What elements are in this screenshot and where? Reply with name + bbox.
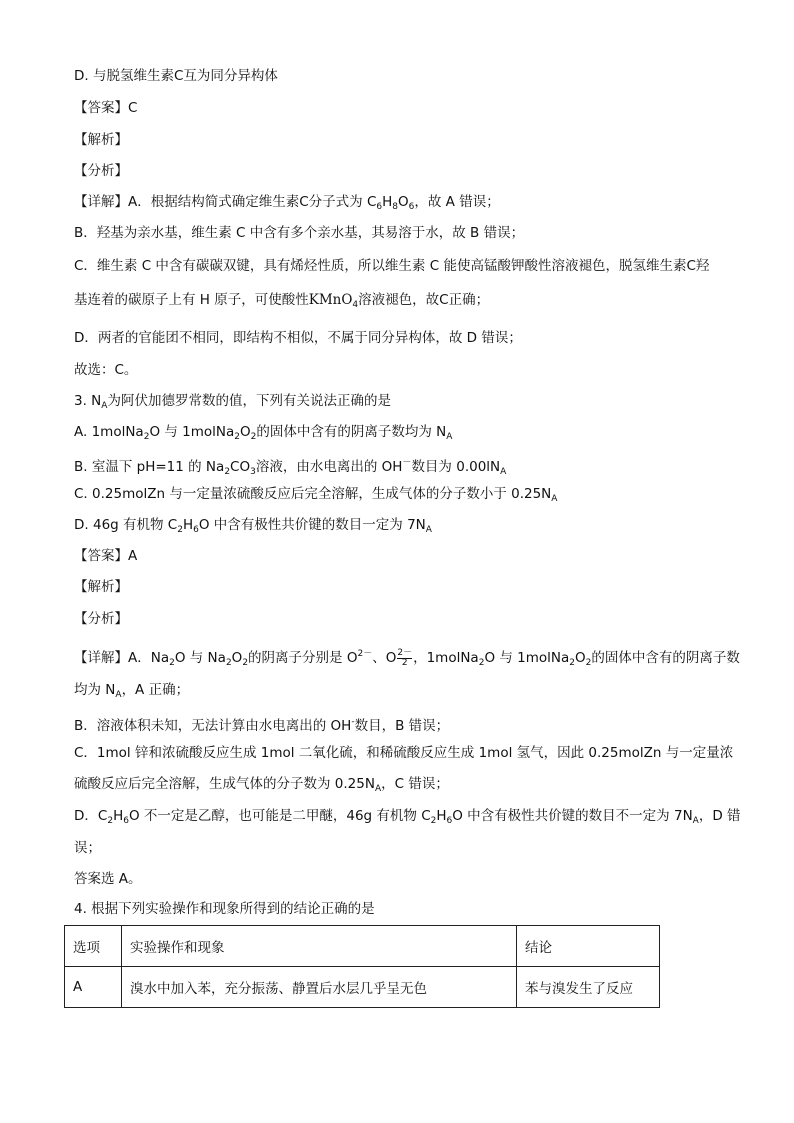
q3-stem: 3. $N_A$为阿伏加德罗常数的值，下列有关说法正确的是 [74, 393, 391, 411]
q3-detail-a-line1: 【详解】A．$Na_2O$ 与 $Na_2O_2$的阴离子分别是 $O^{2-}$、O $\frac{2-}{2}$ ，1molNa$_2$O 与 $1molNa_2O_2$的固体中含有的阴离子数 [74, 647, 740, 668]
q3-option-c: C. 0.25molZn 与一定量浓硫酸反应后完全溶解，生成气体的分子数小于 $0.25N_A$ [74, 486, 558, 504]
q3-detail-c-line1: C．1mol 锌和浓硫酸反应生成 1mol 二氧化硫，和稀硫酸反应生成 1mol 氢气，因此 0.25molZn 与一定量浓 [74, 745, 734, 761]
q3-conclusion: 答案选 A。 [74, 871, 142, 887]
cell-conclusion: 苯与溴发生了反应 [517, 967, 660, 1008]
q3-detail-d-line1: D．$C_2H_6O$ 不一定是乙醇，也可能是二甲醚，46g 有机物 $C_2H_6O$ 中含有极性共价键的数目不一定为 $7N_A$，D 错 [74, 808, 741, 826]
table-row [65, 967, 660, 1008]
q4-options-table [64, 925, 660, 1008]
q3-detail-a-line2: 均为 $N_A$，A 正确； [74, 682, 190, 700]
q2-detail-d: D．两者的官能团不相同，即结构不相似，不属于同分异构体，故 D 错误； [74, 330, 522, 346]
header-cell-option: 选项 [65, 926, 122, 967]
table-header-row [65, 926, 660, 967]
q4-stem: 4. 根据下列实验操作和现象所得到的结论正确的是 [74, 901, 375, 917]
q3-detail-d-line2: 误； [74, 840, 101, 856]
q3-fenxi-heading: 【分析】 [74, 611, 128, 627]
q3-detail-b: B．溶液体积未知，无法计算由水电离出的 OH-数目，B 错误； [74, 717, 450, 734]
q3-option-b: B. 室温下 pH=11 的 $Na_2CO_3$溶液，由水电离出的 OH－数目为 $0.00lN_A$ [74, 458, 507, 477]
q2-answer: 【答案】C [74, 100, 138, 116]
header-cell-conclusion: 结论 [517, 926, 660, 967]
q2-detail-b: B．羟基为亲水基，维生素 C 中含有多个亲水基，其易溶于水，故 B 错误； [74, 225, 525, 241]
q3-detail-c-line2: 硫酸反应后完全溶解，生成气体的分子数为 $0.25N_A$，C 错误； [74, 776, 449, 794]
q3-answer: 【答案】A [74, 548, 138, 564]
q3-option-a: A. 1molNa$_2$O 与 $1molNa_2O_2$的固体中含有的阴离子数均为 $N_A$ [74, 424, 453, 442]
cell-option: A [65, 967, 122, 1008]
q2-detail-c-line2: 基连着的碳原子上有 H 原子，可使酸性KMnO$_4$溶液褪色，故C正确； [74, 292, 490, 310]
q2-conclusion: 故选：C。 [74, 362, 138, 378]
q2-fenxi-heading: 【分析】 [74, 163, 128, 179]
header-cell-operation: 实验操作和现象 [122, 926, 517, 967]
q2-detail-c-line1: C．维生素 C 中含有碳碳双键，具有烯烃性质，所以维生素 C 能使高锰酸钾酸性溶液褪色，脱氢维生素C羟 [74, 258, 710, 274]
q3-option-d: D. 46g 有机物 $C_2H_6O$ 中含有极性共价键的数目一定为 $7N_A$ [74, 517, 432, 535]
cell-operation: 溴水中加入苯，充分振荡、静置后水层几乎呈无色 [122, 967, 517, 1008]
q2-analysis-heading: 【解析】 [74, 132, 128, 148]
q3-analysis-heading: 【解析】 [74, 579, 128, 595]
peroxide-ion-fraction: $\frac{2-}{2}$ [397, 647, 413, 668]
q2-detail-a: 【详解】A．根据结构简式确定维生素C分子式为 $C_6H_8O_6$，故 A 错误； [74, 194, 500, 212]
q2-option-d: D. 与脱氢维生素C互为同分异构体 [74, 68, 278, 84]
